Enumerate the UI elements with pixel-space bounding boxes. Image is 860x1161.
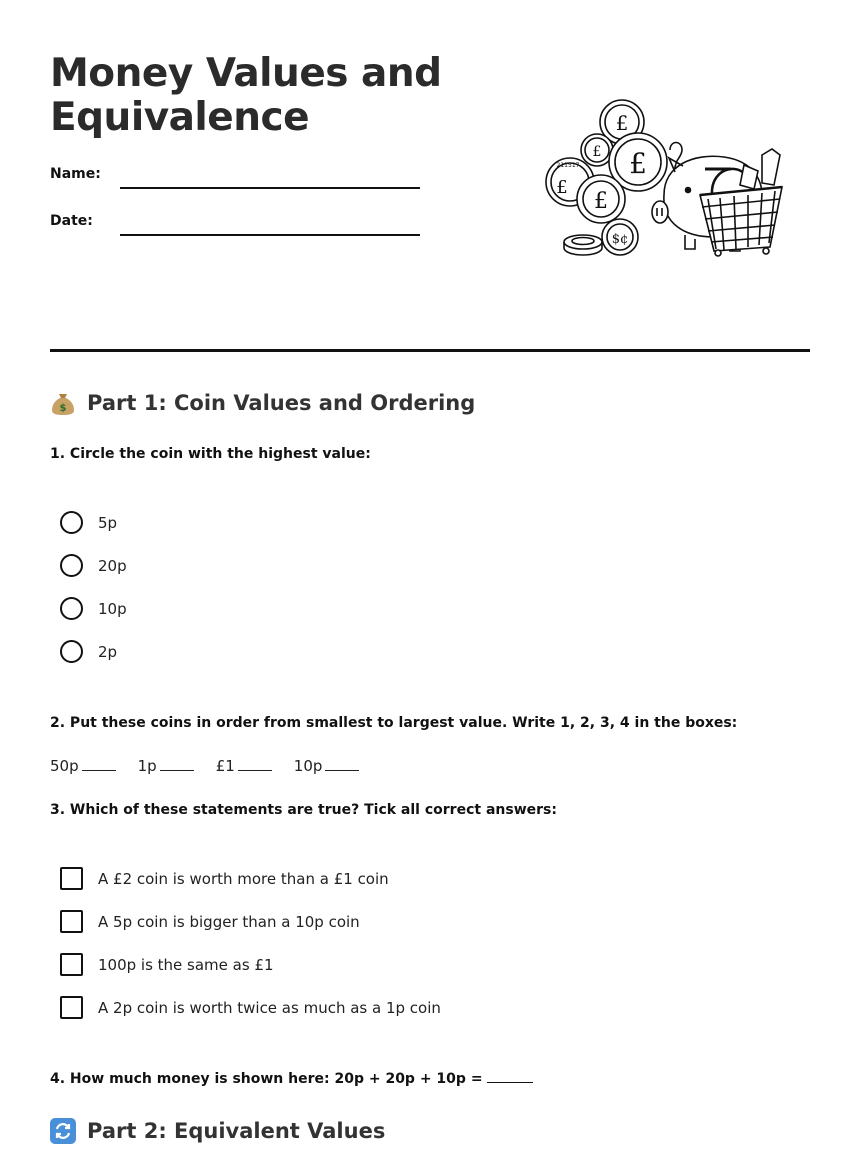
checkbox-option[interactable] [60, 953, 274, 976]
page-title: Money Values and Equivalence [50, 51, 442, 140]
header-divider [50, 349, 810, 352]
radio-button[interactable] [60, 597, 83, 620]
answer-blank[interactable] [487, 1071, 533, 1083]
option-label: A 5p coin is bigger than a 10p coin [98, 912, 360, 931]
option-label: A £2 coin is worth more than a £1 coin [98, 869, 389, 888]
checkbox-option[interactable] [60, 996, 441, 1019]
pound-coin-icon [581, 134, 613, 166]
answer-blank[interactable] [160, 759, 194, 771]
name-label: Name: [50, 166, 101, 182]
option-label: 100p is the same as £1 [98, 955, 274, 974]
svg-text:$¢: $¢ [611, 232, 629, 247]
date-field[interactable] [120, 234, 420, 236]
checkbox[interactable] [60, 867, 83, 890]
radio-option[interactable] [60, 554, 127, 577]
option-label: A 2p coin is worth twice as much as a 1p coin [98, 998, 441, 1017]
question-4: 4. How much money is shown here: 20p + 20p + 10p = [50, 1071, 533, 1087]
radio-button[interactable] [60, 554, 83, 577]
checkbox[interactable] [60, 996, 83, 1019]
date-label: Date: [50, 213, 93, 229]
radio-option[interactable] [60, 511, 117, 534]
part2-heading [50, 1118, 385, 1144]
pound-coin-icon [577, 175, 625, 223]
question-1: 1. Circle the coin with the highest value: [50, 446, 371, 462]
repeat-arrows-icon [50, 1118, 76, 1144]
answer-blank[interactable] [325, 759, 359, 771]
question-3: 3. Which of these statements are true? Tick all correct answers: [50, 802, 557, 818]
option-label: 5p [98, 513, 118, 532]
order-item: 10p [294, 757, 360, 775]
question-2: 2. Put these coins in order from smallest to largest value. Write 1, 2, 3, 4 in the boxes: [50, 715, 738, 731]
checkbox-option[interactable] [60, 867, 389, 890]
svg-text:211517: 211517 [556, 162, 580, 169]
svg-text:£: £ [592, 144, 602, 160]
name-field[interactable] [120, 187, 420, 189]
answer-blank[interactable] [82, 759, 116, 771]
order-row [50, 757, 381, 775]
money-bag-icon [50, 390, 76, 416]
order-item: 50p [50, 757, 116, 775]
svg-text:£: £ [556, 177, 568, 198]
order-item: £1 [216, 757, 272, 775]
svg-text:£: £ [594, 189, 608, 214]
checkbox[interactable] [60, 910, 83, 933]
part2-title: Part 2: Equivalent Values [87, 1119, 386, 1143]
radio-button[interactable] [60, 511, 83, 534]
option-label: 2p [98, 642, 118, 661]
part1-title: Part 1: Coin Values and Ordering [87, 391, 476, 415]
answer-blank[interactable] [238, 759, 272, 771]
svg-text:£: £ [629, 147, 647, 180]
option-label: 20p [98, 556, 127, 575]
order-item: 1p [138, 757, 194, 775]
coins-piggy-bank-illustration [540, 95, 790, 270]
option-label: 10p [98, 599, 127, 618]
dollar-coin-icon [602, 219, 638, 255]
radio-option[interactable] [60, 597, 127, 620]
radio-button[interactable] [60, 640, 83, 663]
radio-option[interactable] [60, 640, 117, 663]
svg-text:$: $ [59, 403, 67, 414]
checkbox-option[interactable] [60, 910, 360, 933]
svg-text:£: £ [615, 111, 629, 135]
part1-heading [50, 390, 475, 416]
flat-coin-icon [564, 235, 602, 255]
checkbox[interactable] [60, 953, 83, 976]
